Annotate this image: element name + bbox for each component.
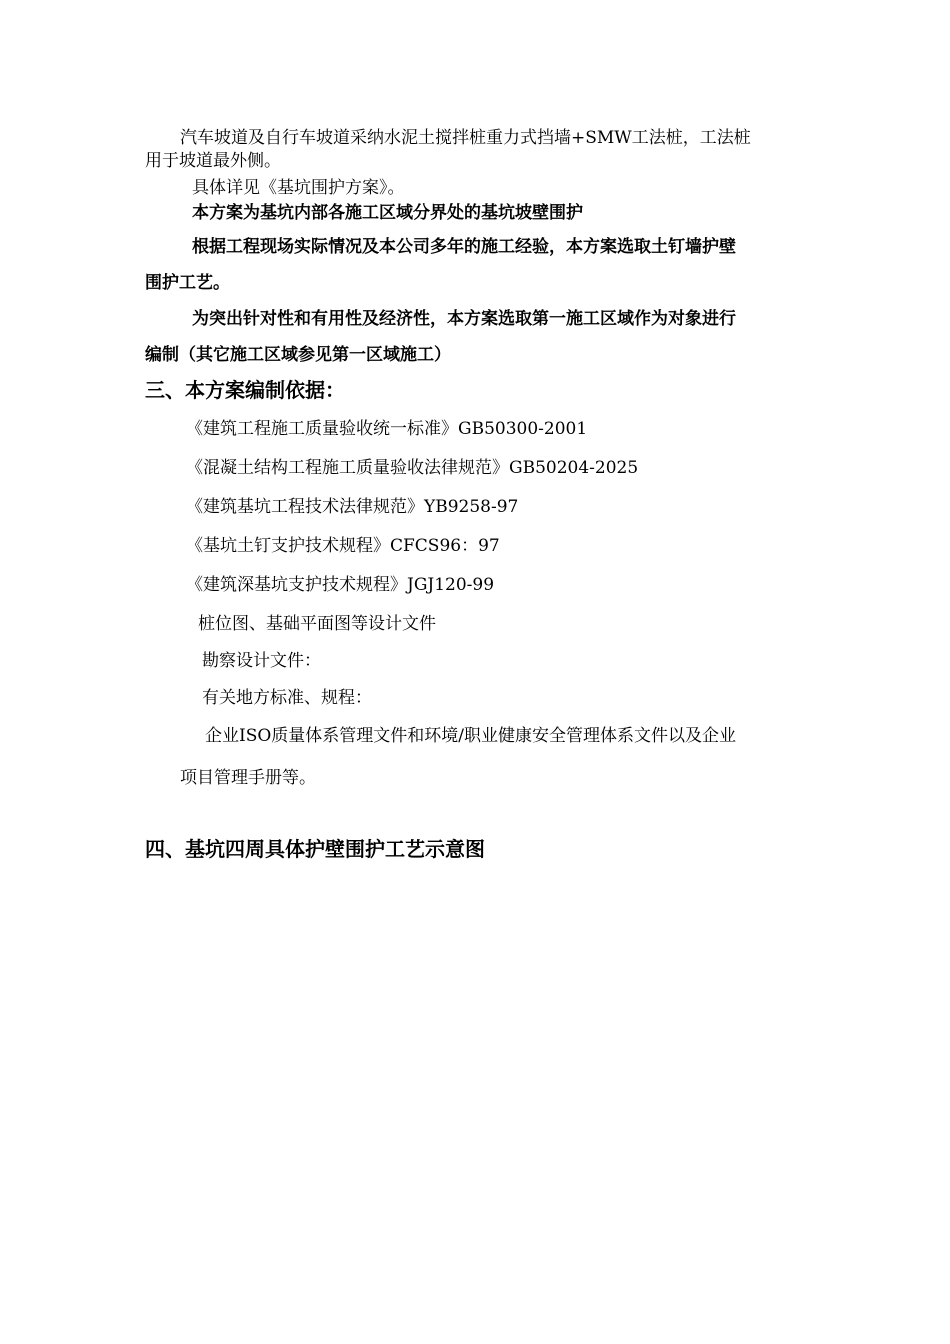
enterprise-docs-line-2: 项目管理手册等。 (180, 768, 316, 788)
basis-item-5: 《建筑深基坑支护技术规程》JGJ120-99 (186, 575, 495, 595)
basis-item-2: 《混凝土结构工程施工质量验收法律规范》GB50204-2025 (186, 458, 639, 478)
section-3-title: 三、本方案编制依据： (145, 378, 345, 402)
target-statement-line-1: 为突出针对性和有用性及经济性，本方案选取第一施工区域作为对象进行 (192, 309, 736, 329)
method-statement-line-2: 围护工艺。 (145, 273, 230, 293)
paragraph-ramp-line-1: 汽车坡道及自行车坡道采纳水泥土搅拌桩重力式挡墙+SMW工法桩，工法桩 (180, 128, 751, 148)
scope-statement: 本方案为基坑内部各施工区域分界处的基坑坡壁围护 (192, 203, 583, 223)
basis-item-4: 《基坑土钉支护技术规程》CFCS96：97 (186, 536, 500, 556)
basis-item-1: 《建筑工程施工质量验收统一标准》GB50300-2001 (186, 419, 588, 439)
basis-item-7: 勘察设计文件： (202, 651, 321, 671)
paragraph-ramp-line-2: 用于坡道最外侧。 (145, 151, 281, 171)
enterprise-docs-line-1: 企业ISO质量体系管理文件和环境/职业健康安全管理体系文件以及企业 (205, 726, 737, 746)
basis-item-6: 桩位图、基础平面图等设计文件 (198, 614, 436, 634)
method-statement-line-1: 根据工程现场实际情况及本公司多年的施工经验，本方案选取土钉墙护壁 (192, 237, 736, 257)
target-statement-line-2: 编制（其它施工区域参见第一区域施工） (145, 345, 451, 365)
basis-item-3: 《建筑基坑工程技术法律规范》YB9258-97 (186, 497, 519, 517)
section-4-title: 四、基坑四周具体护壁围护工艺示意图 (145, 837, 485, 861)
basis-item-8: 有关地方标准、规程： (202, 688, 372, 708)
details-reference: 具体详见《基坑围护方案》。 (192, 178, 405, 198)
